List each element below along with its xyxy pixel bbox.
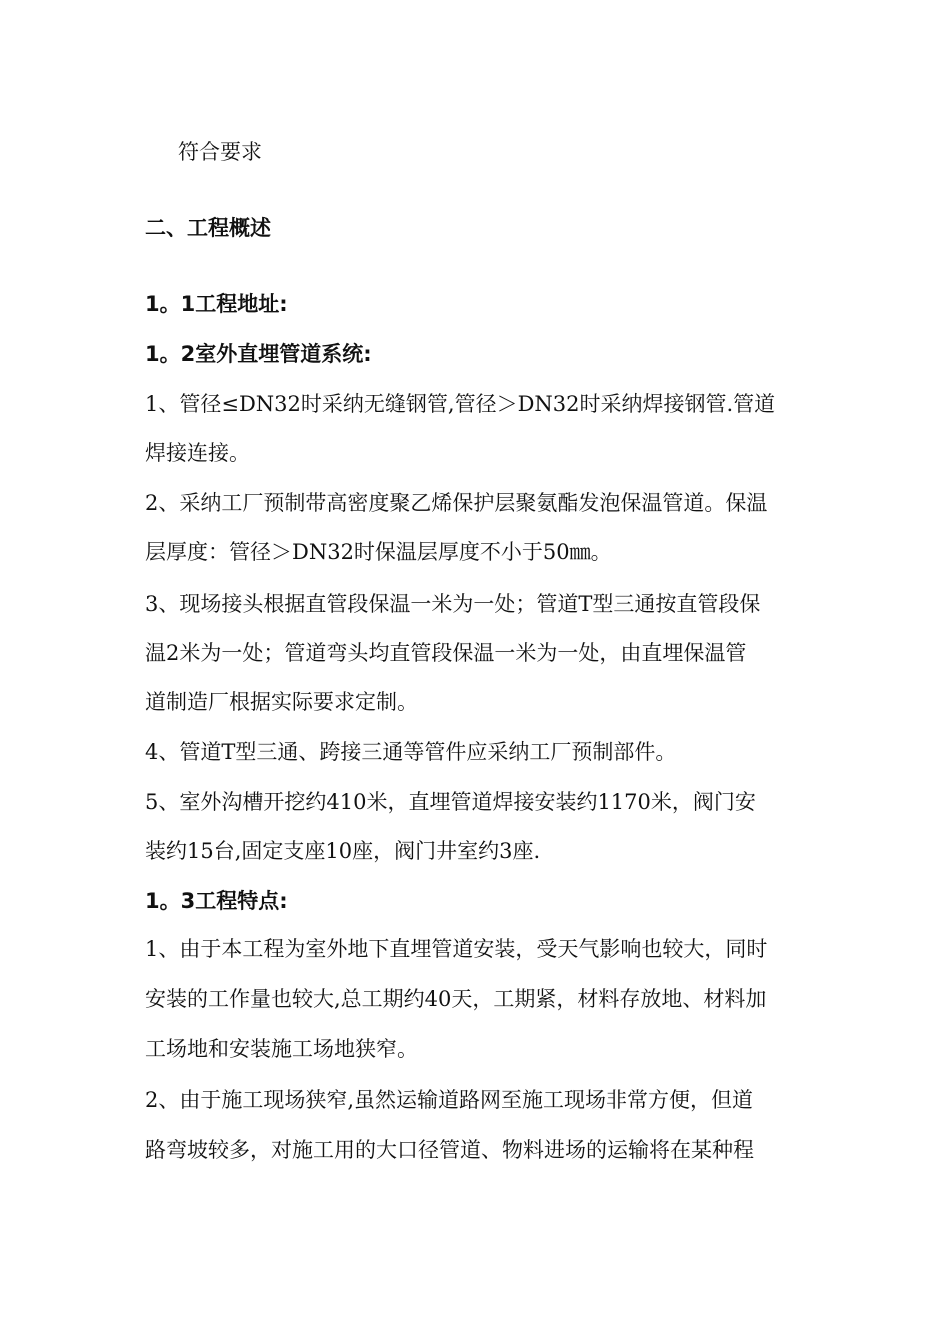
item-1-2-5-line-1: 5、室外沟槽开挖约410米，直埋管道焊接安装约1170米，阀门安: [145, 790, 756, 814]
item-1-2-3-line-3: 道制造厂根据实际要求定制。: [145, 690, 418, 714]
item-1-2-2-line-2: 层厚度：管径＞DN32时保温层厚度不小于50㎜。: [145, 540, 612, 564]
intro-text: 符合要求: [178, 140, 262, 164]
item-1-2-4-line-1: 4、管道T型三通、跨接三通等管件应采纳工厂预制部件。: [145, 740, 677, 764]
item-1-3-1-line-2: 安装的工作量也较大,总工期约40天，工期紧，材料存放地、材料加: [145, 987, 767, 1011]
item-1-3-1-line-1: 1、由于本工程为室外地下直埋管道安装，受天气影响也较大，同时: [145, 937, 768, 961]
item-1-2-1-line-1: 1、管径≤DN32时采纳无缝钢管,管径＞DN32时采纳焊接钢管.管道: [145, 392, 776, 416]
item-1-2-3-line-1: 3、现场接头根据直管段保温一米为一处；管道T型三通按直管段保: [145, 592, 761, 616]
item-1-2-5-line-2: 装约15台,固定支座10座，阀门井室约3座.: [145, 839, 541, 863]
item-1-3-2-line-2: 路弯坡较多，对施工用的大口径管道、物料进场的运输将在某种程: [145, 1138, 754, 1162]
subheading-1-1: 1。1工程地址:: [145, 292, 288, 316]
subheading-1-3: 1。3工程特点:: [145, 889, 288, 913]
item-1-2-1-line-2: 焊接连接。: [145, 441, 250, 465]
item-1-3-2-line-1: 2、由于施工现场狭窄,虽然运输道路网至施工现场非常方便，但道: [145, 1088, 754, 1112]
item-1-2-3-line-2: 温2米为一处；管道弯头均直管段保温一米为一处，由直埋保温管: [145, 641, 747, 665]
section-heading: 二、工程概述: [145, 216, 271, 240]
item-1-3-1-line-3: 工场地和安装施工场地狭窄。: [145, 1037, 418, 1061]
item-1-2-2-line-1: 2、采纳工厂预制带高密度聚乙烯保护层聚氨酯发泡保温管道。保温: [145, 491, 768, 515]
subheading-1-2: 1。2室外直埋管道系统:: [145, 342, 372, 366]
